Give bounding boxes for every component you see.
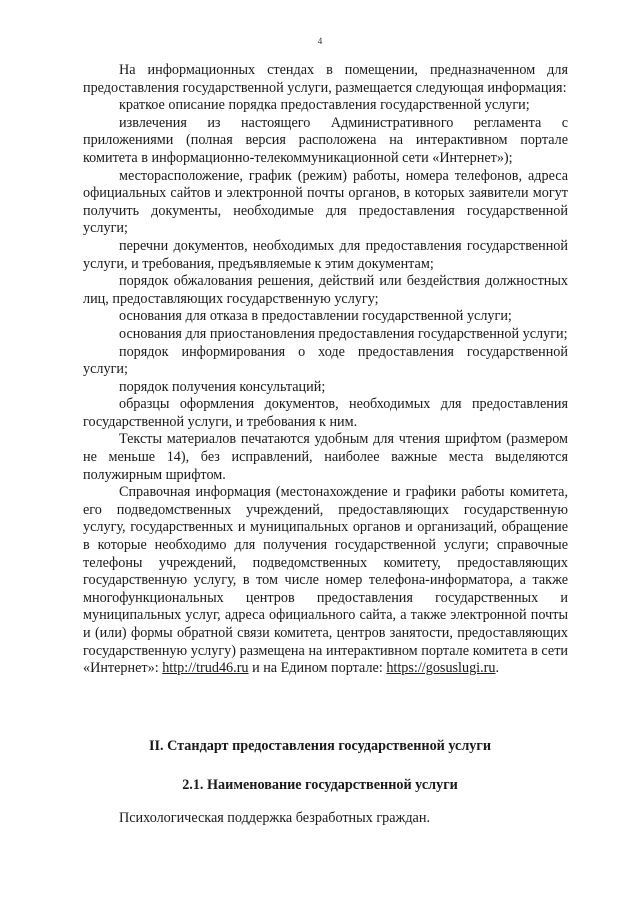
list-item-consultations: порядок получения консультаций; [119,378,326,395]
subsection-heading: 2.1. Наименование государственной услуги [182,777,458,793]
list-item-suspension-grounds: основания для приостановления предоставления государственной услуги; [119,325,568,342]
paragraph-font-requirements: Тексты материалов печатаются удобным для чтения шрифтом (размером не меньше 14), без исправлений, наиболее важные места выделяются полужирным шрифтом. [83,431,568,483]
list-item-location-schedule: месторасположение, график (режим) работы, номера телефонов, адреса официальных сайтов и электронной почты органов, в которых заявители могут получить документы, необходимые для предоставления государственной услуги; [83,167,568,237]
list-item-regulation-extracts: извлечения из настоящего Административного регламента с приложениями (полная версия расположена на интерактивном портале комитета в информационно-телекоммуникационной сети «Интернет»); [83,114,568,166]
link-gosuslugi[interactable]: https://gosuslugi.ru [386,660,496,677]
service-name: Психологическая поддержка безработных граждан. [119,810,430,826]
reference-text: Справочная информация (местонахождение и графики работы комитета, его подведомственных учреждений, предоставляющих государственную услугу, государственных и муниципальных органов и организаций, обращение в которые необходимо для получения государственной услуги; справочные телефоны учреждений, подведомственных комитету, предоставляющих государственную услугу, в том числе номер телефона-информатора, а также многофункциональных центров предоставления государственных и муниципальных услуг, адреса официального сайта, а также электронной почты и (или) формы обратной связи комитета, центров занятости, предоставляющих государственную услугу) размещена на интерактивном портале комитета в сети «Интернет»: [83,484,568,677]
list-item-progress-info: порядок информирования о ходе предоставления государственной услуги; [83,343,568,378]
reference-middle: и на Едином портале: [248,660,387,677]
link-trud46[interactable]: http://trud46.ru [162,660,249,677]
paragraph-reference-info [83,484,568,678]
list-item-refusal-grounds: основания для отказа в предоставлении государственной услуги; [119,308,512,325]
document-body [83,62,568,678]
section-heading: II. Стандарт предоставления государственной услуги [148,738,492,754]
list-item-appeal-procedure: порядок обжалования решения, действий или бездействия должностных лиц, предоставляющих государственную услугу; [83,273,568,307]
list-item-sample-documents: образцы оформления документов, необходимых для предоставления государственной услуги, и требования к ним. [83,396,568,430]
paragraph-intro: На информационных стендах в помещении, предназначенном для предоставления государственной услуги, размещается следующая информация: [83,62,568,96]
page-number: 4 [317,36,323,46]
reference-end: . [495,660,500,677]
list-item-document-lists: перечни документов, необходимых для предоставления государственной услуги, и требования, предъявляемые к этим документам; [83,237,568,272]
list-item-brief-description: краткое описание порядка предоставления государственной услуги; [119,97,530,114]
